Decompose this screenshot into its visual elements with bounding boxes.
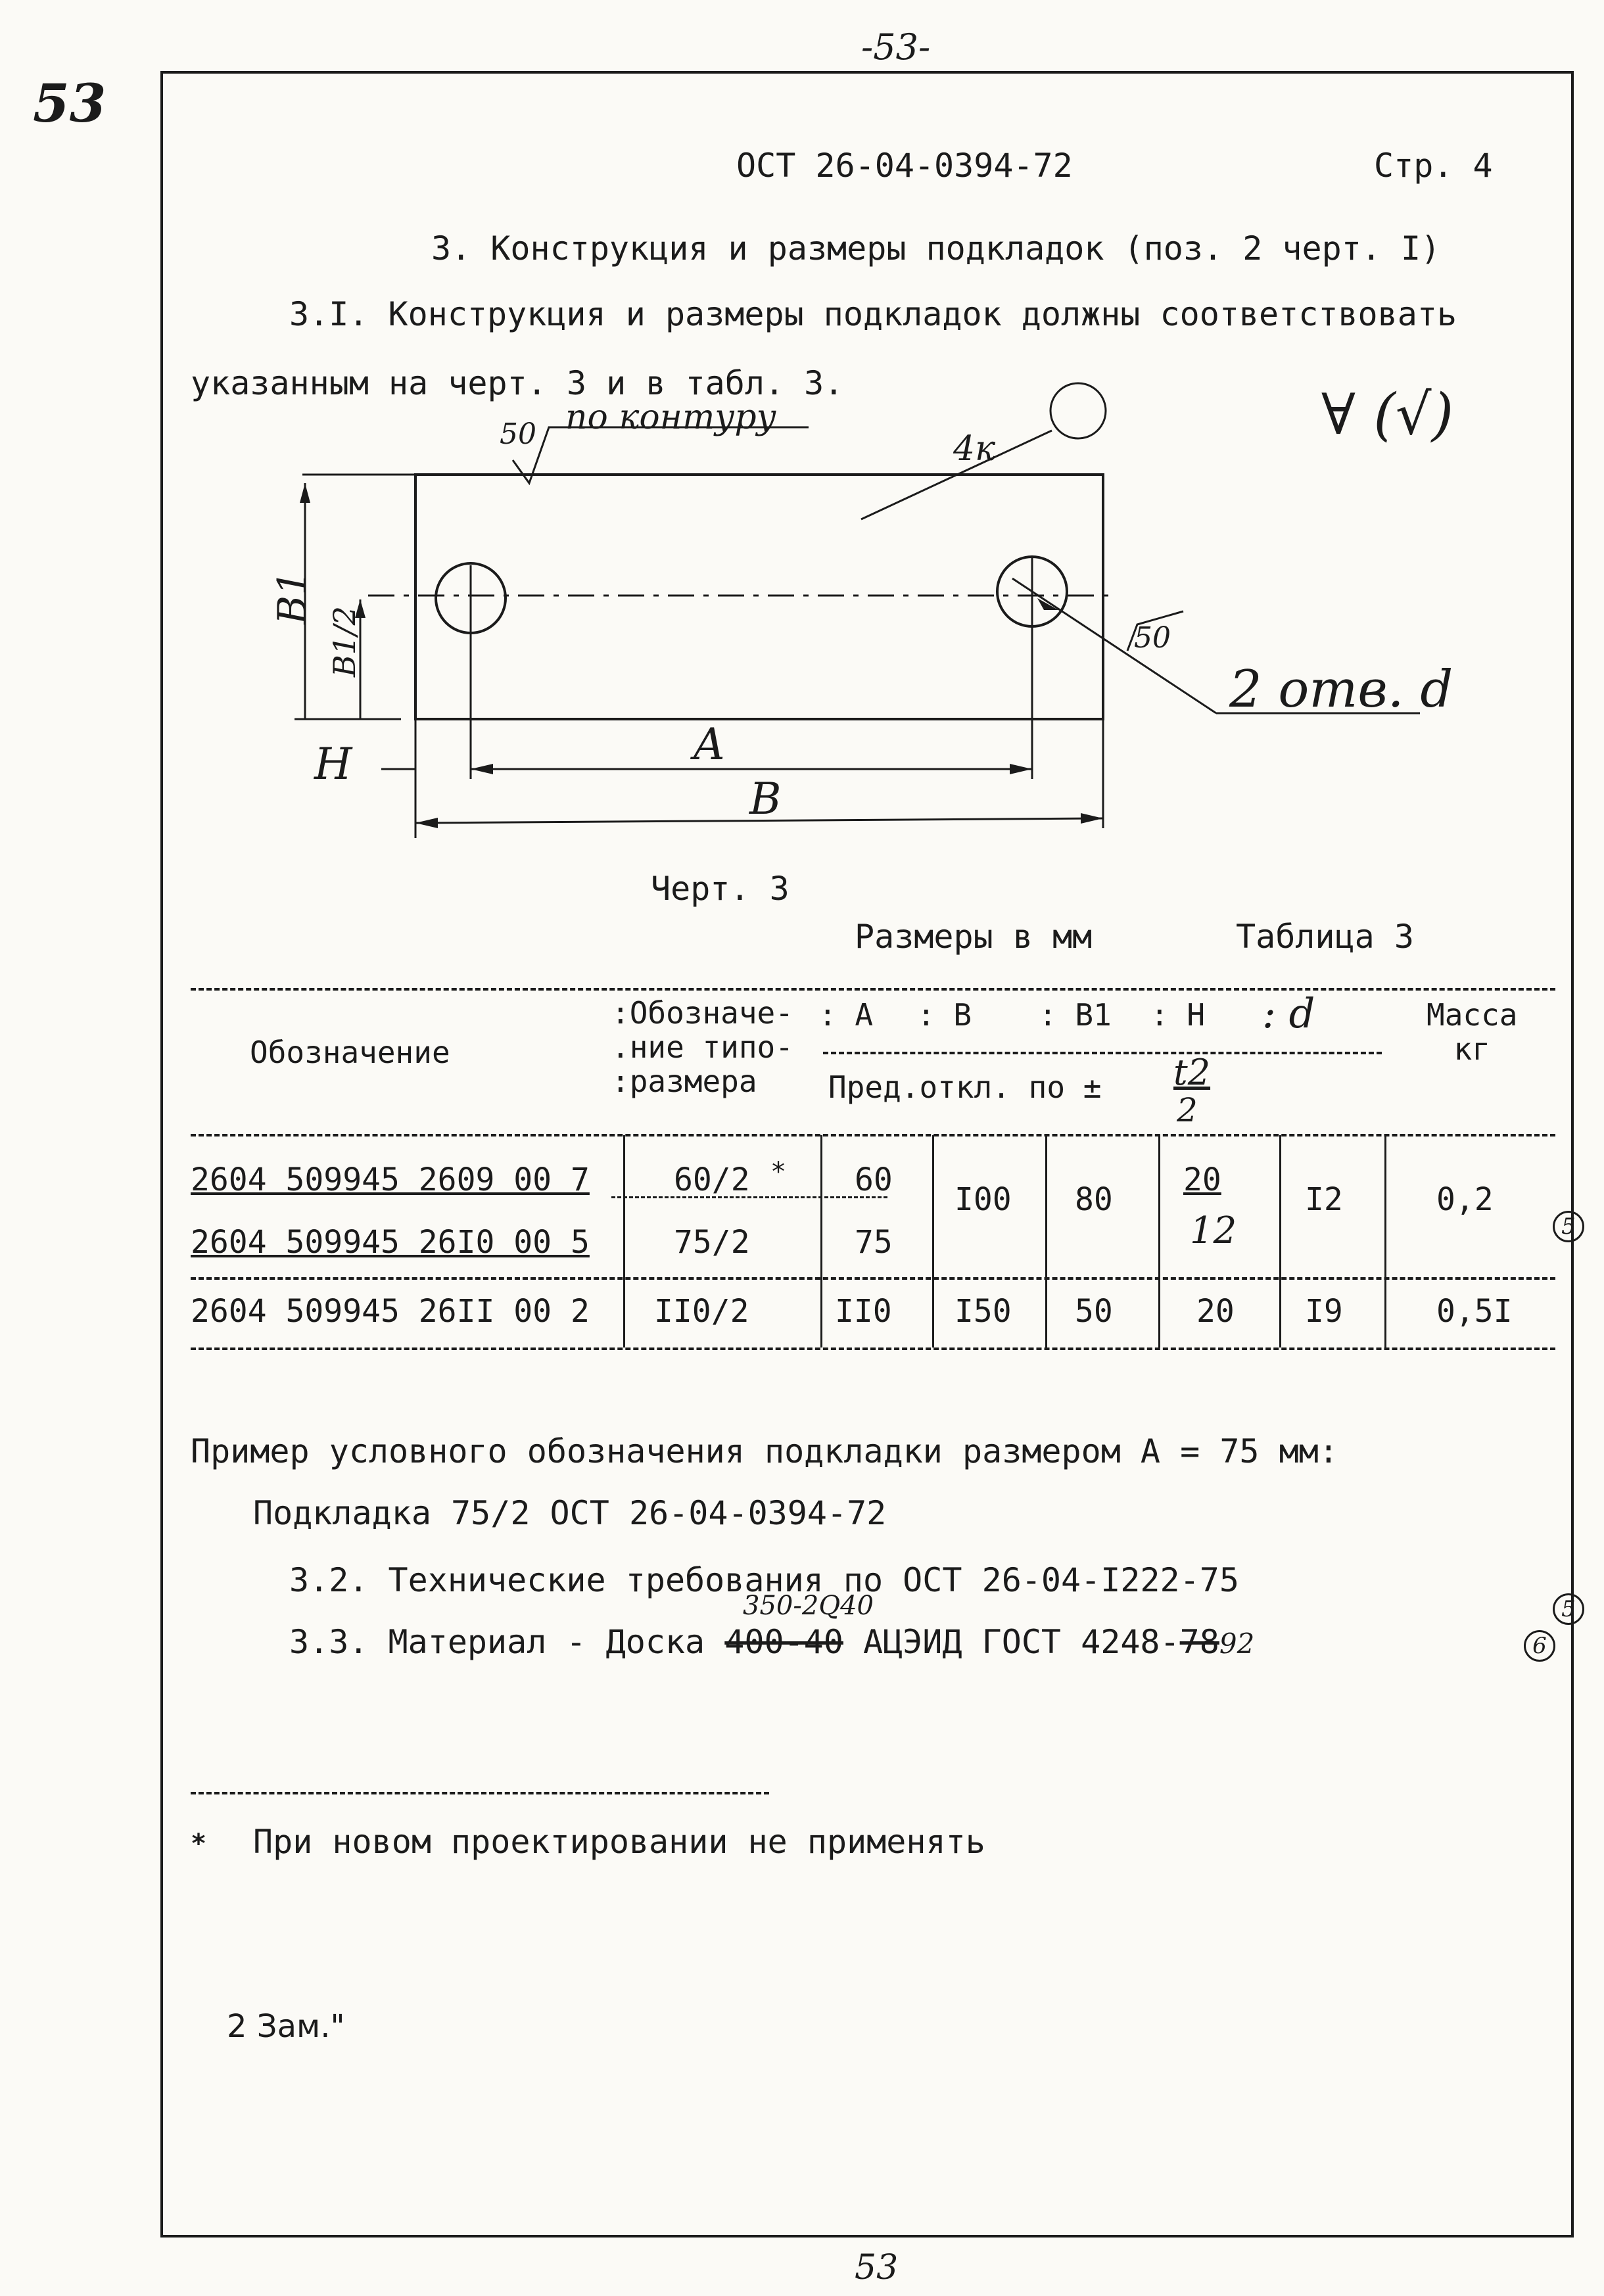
dim-B-label: B bbox=[749, 774, 782, 824]
standard-number: ОСТ 26-04-0394-72 bbox=[736, 147, 1073, 185]
drawing-caption: Черт. 3 bbox=[651, 870, 790, 908]
table-title: Таблица 3 bbox=[1236, 918, 1414, 956]
table-bottom-rule bbox=[191, 1347, 1555, 1350]
change-mark-5: 5 bbox=[1553, 1593, 1584, 1625]
col-A: : A bbox=[818, 997, 874, 1033]
table-inner-rule bbox=[823, 1052, 1382, 1054]
example-intro: Пример условного обозначения подкладки размером А = 75 мм: bbox=[191, 1432, 1338, 1470]
row3-B: I50 bbox=[955, 1293, 1012, 1330]
row3-H: 20 bbox=[1196, 1293, 1235, 1330]
table-group-rule bbox=[191, 1277, 1555, 1280]
example-designation: Подкладка 75/2 ОСТ 26-04-0394-72 bbox=[253, 1494, 887, 1532]
dim-B1-label: B1 bbox=[270, 570, 316, 624]
tolerance-label: Пред.откл. по ± bbox=[828, 1069, 1102, 1105]
row1-size: 60/2 bbox=[674, 1161, 750, 1198]
part-drawing bbox=[256, 368, 1532, 855]
group1-H-new: 12 bbox=[1190, 1209, 1237, 1252]
row1-A: 60 bbox=[855, 1161, 893, 1198]
holes-note: 2 отв. d bbox=[1229, 660, 1453, 719]
row1-designation: 2604 509945 2609 00 7 bbox=[191, 1161, 590, 1198]
dim-A-label: A bbox=[694, 719, 725, 770]
row3-d: I9 bbox=[1305, 1293, 1343, 1330]
table-vline bbox=[1158, 1135, 1160, 1347]
group1-d: I2 bbox=[1305, 1181, 1343, 1218]
col-B: : B bbox=[917, 997, 972, 1033]
dim-B1-half-label: B1/2 bbox=[327, 606, 362, 677]
footnote-mark: * bbox=[191, 1829, 207, 1859]
tolerance-num: t2 bbox=[1173, 1052, 1211, 1093]
surface-mark: 4к bbox=[953, 429, 996, 469]
group1-B: I00 bbox=[955, 1181, 1012, 1218]
change-mark-table: 5 bbox=[1553, 1211, 1584, 1242]
row3-A: II0 bbox=[835, 1293, 892, 1330]
table-vline bbox=[932, 1135, 934, 1347]
group1-B1: 80 bbox=[1075, 1181, 1113, 1218]
paragraph-line-1: 3.I. Конструкция и размеры подкладок должны соответствовать bbox=[289, 295, 1457, 333]
table-vline bbox=[1279, 1135, 1281, 1347]
amendment-note: 2 Зам." bbox=[227, 2008, 345, 2045]
hole-roughness-value: 50 bbox=[1134, 621, 1171, 655]
group1-mass: 0,2 bbox=[1436, 1181, 1494, 1218]
group1-H-old: 20 bbox=[1183, 1161, 1221, 1198]
dim-H-label: H bbox=[314, 739, 352, 789]
col-size-designation: :Обозначе- .ние типо- :размера bbox=[611, 995, 793, 1099]
tolerance-den: 2 bbox=[1177, 1091, 1198, 1129]
table-vline bbox=[1045, 1135, 1047, 1347]
gost-year-new: 92 bbox=[1219, 1628, 1255, 1660]
footnote-rule bbox=[191, 1792, 769, 1794]
corner-page-number: 53 bbox=[33, 72, 106, 134]
material-suffix: АЦЭИД ГОСТ 4248- bbox=[863, 1623, 1180, 1661]
footnote-text: При новом проектировании не применять bbox=[253, 1823, 985, 1861]
row2-A: 75 bbox=[855, 1224, 893, 1261]
table-vline bbox=[1384, 1135, 1386, 1347]
table-units: Размеры в мм bbox=[855, 918, 1093, 956]
col-d: : d bbox=[1262, 989, 1315, 1037]
col-mass: Масса кг bbox=[1427, 997, 1518, 1067]
roughness-value: 50 bbox=[500, 417, 536, 451]
row3-size: II0/2 bbox=[654, 1293, 749, 1330]
section-heading: 3. Конструкция и размеры подкладок (поз. 2 черт. I) bbox=[431, 229, 1441, 268]
row3-mass: 0,5I bbox=[1436, 1293, 1513, 1330]
table-header-rule bbox=[191, 1134, 1555, 1136]
item-tech-requirements: 3.2. Технические требования по ОСТ 26-04-I222-75 bbox=[289, 1561, 1239, 1599]
general-roughness-mark: ∀ (√) bbox=[1321, 382, 1454, 448]
row2-designation: 2604 509945 26I0 00 5 bbox=[191, 1224, 590, 1261]
bottom-page-number: 53 bbox=[855, 2248, 899, 2287]
col-designation: Обозначение bbox=[250, 1035, 450, 1070]
col-H: : H bbox=[1150, 997, 1206, 1033]
table-top-rule bbox=[191, 988, 1555, 991]
col-B1: : B1 bbox=[1039, 997, 1112, 1033]
material-old: 400-40 bbox=[724, 1623, 843, 1661]
footnote-mark-cell: * bbox=[770, 1157, 787, 1187]
gost-year-old: 78 bbox=[1179, 1623, 1219, 1661]
change-mark-6: 6 bbox=[1524, 1630, 1555, 1662]
item-material bbox=[289, 1622, 1254, 1664]
table-vline bbox=[820, 1135, 822, 1347]
top-page-number: -53- bbox=[861, 26, 931, 68]
row3-B1: 50 bbox=[1075, 1293, 1113, 1330]
material-new: 350-2Q40 bbox=[743, 1591, 874, 1621]
row3-designation: 2604 509945 26II 00 2 bbox=[191, 1293, 590, 1330]
paragraph-line-2: указанным на черт. 3 и в табл. 3. bbox=[191, 364, 844, 402]
row2-size: 75/2 bbox=[674, 1224, 750, 1261]
table-vline bbox=[623, 1135, 625, 1347]
roughness-note: по контуру bbox=[565, 398, 776, 437]
page-label: Стр. 4 bbox=[1374, 147, 1493, 185]
material-prefix: 3.3. Материал - Доска bbox=[289, 1623, 705, 1661]
